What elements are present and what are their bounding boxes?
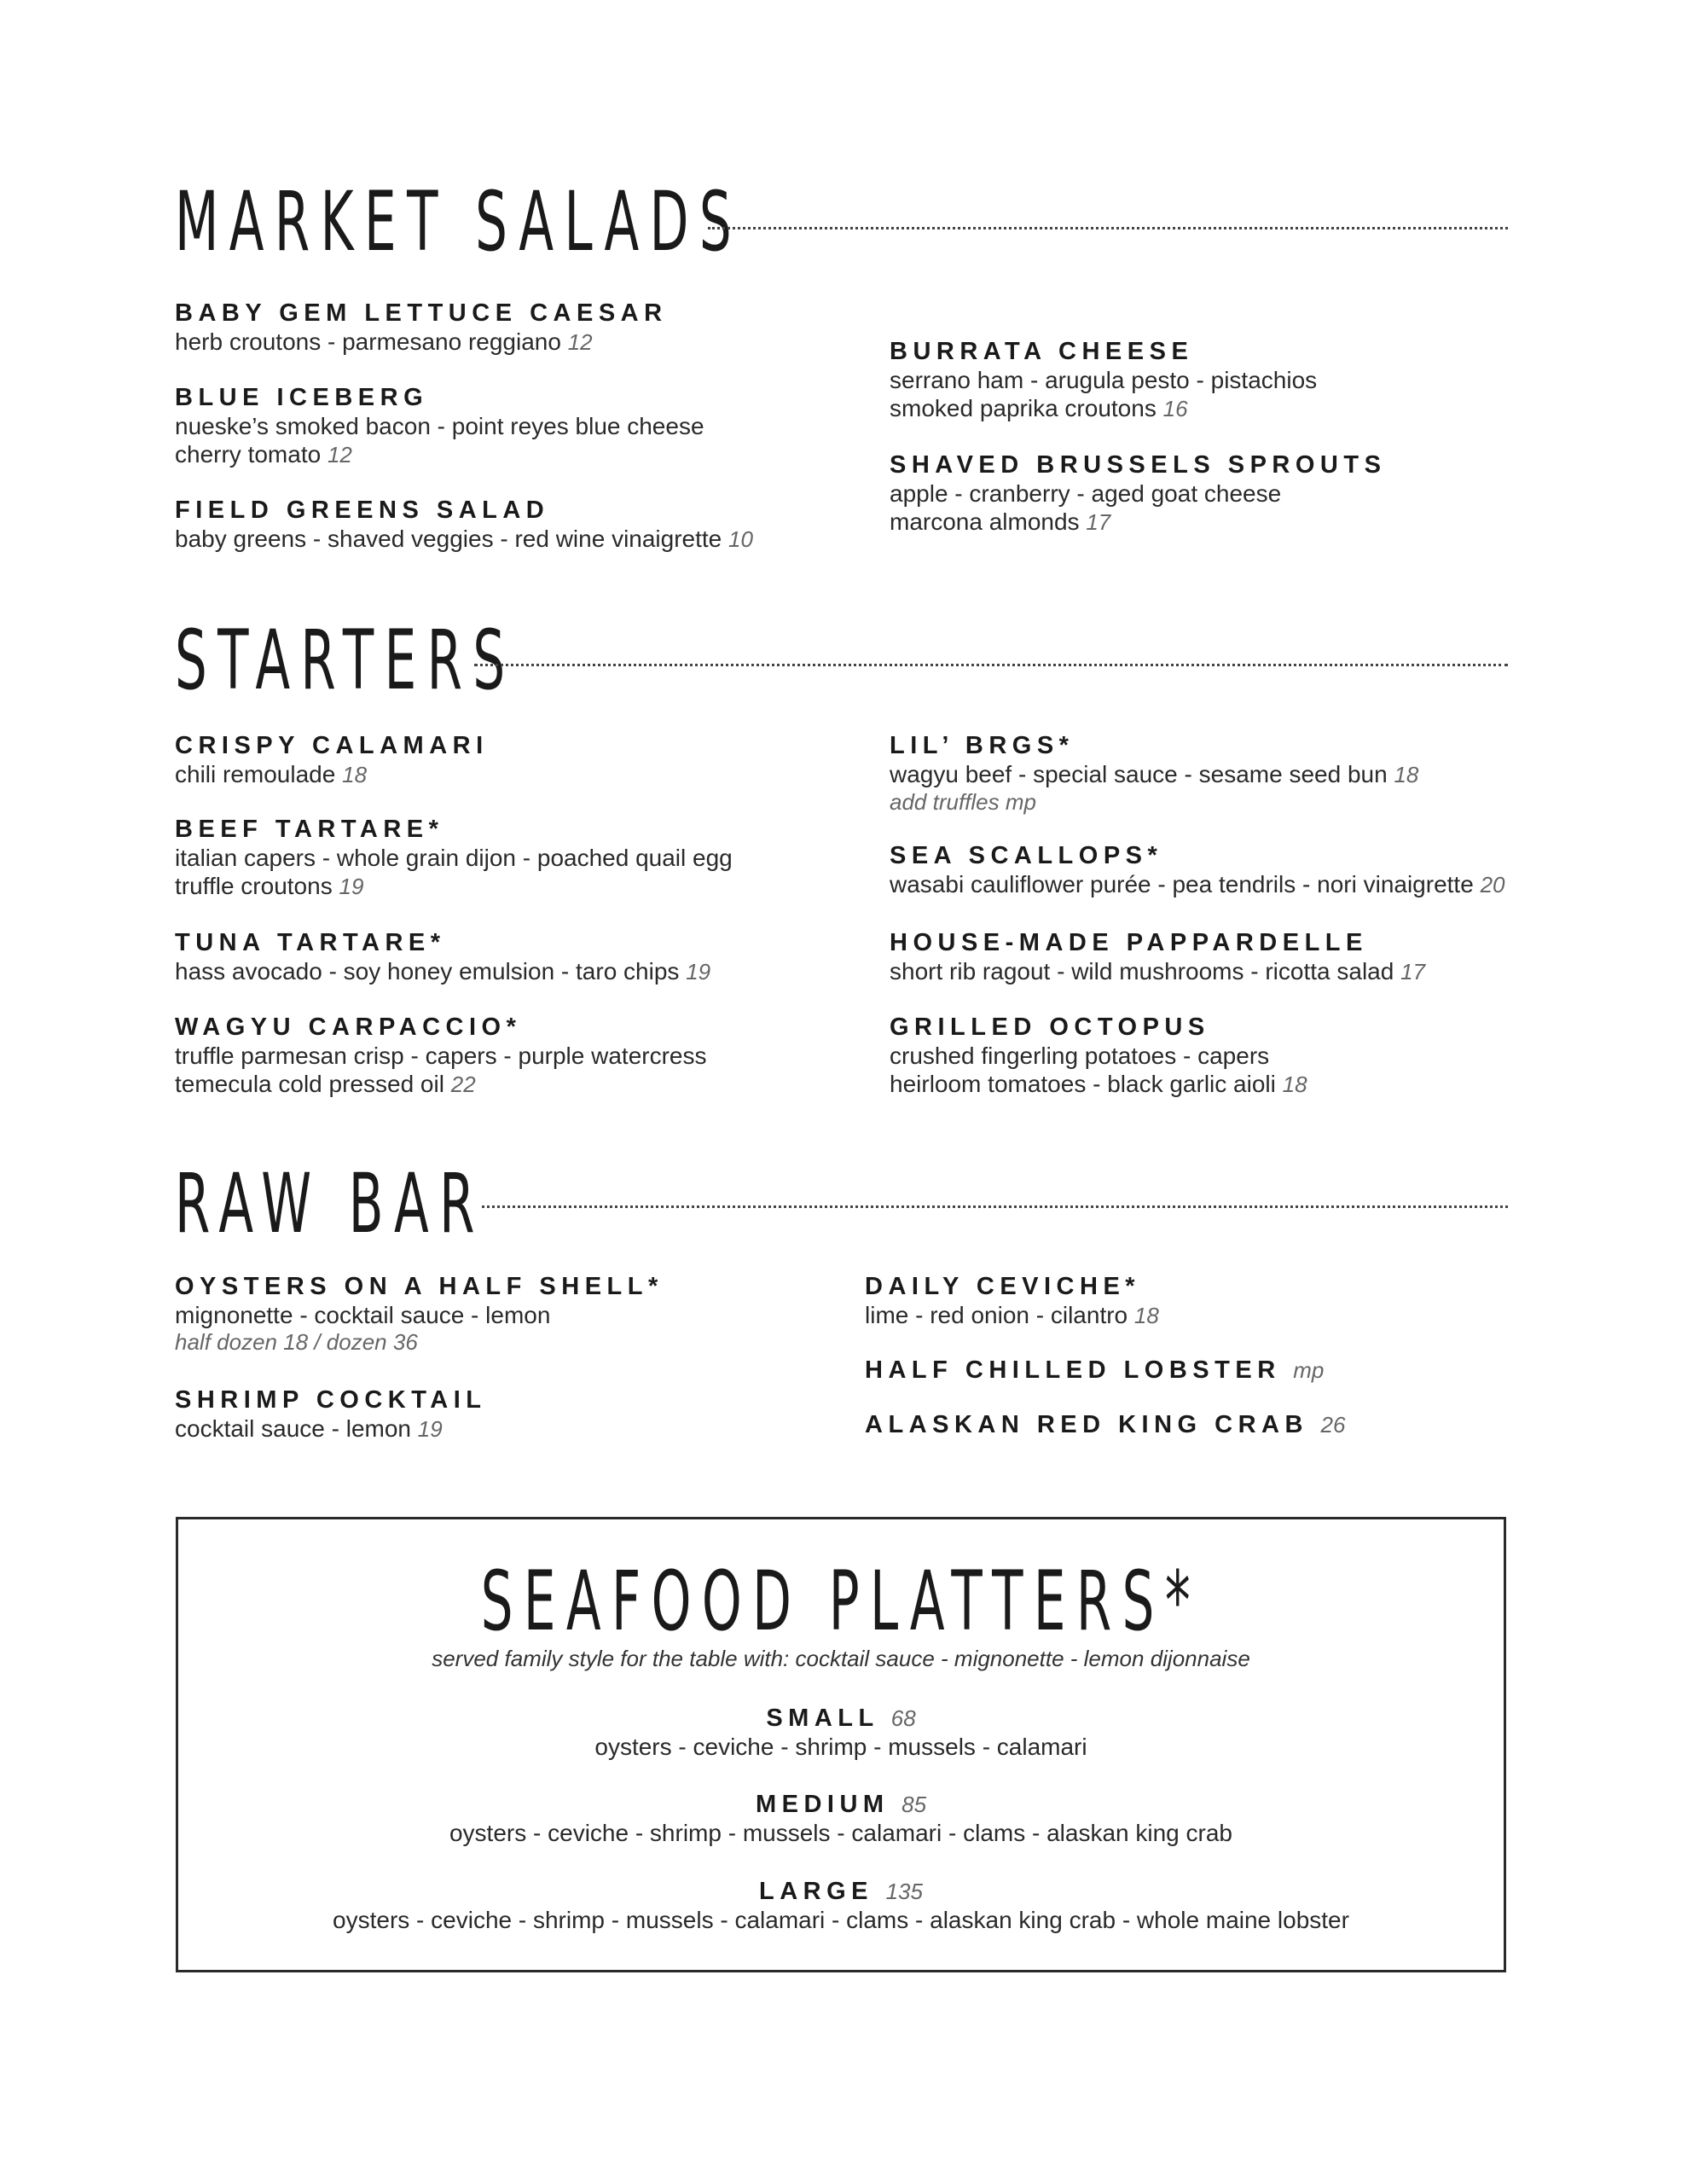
item-price: mp xyxy=(1293,1357,1325,1383)
menu-item-tuna-tartare xyxy=(175,928,710,986)
menu-item-crispy-calamari xyxy=(175,731,489,789)
menu-item-king-crab xyxy=(865,1410,1345,1439)
item-name: SMALL 68 xyxy=(766,1705,916,1732)
item-name: HOUSE-MADE PAPPARDELLE xyxy=(890,929,1368,956)
item-name: LIL’ BRGS* xyxy=(890,732,1075,759)
platters-title-wrap xyxy=(178,1554,1504,1649)
section-header-starters xyxy=(175,613,724,708)
item-name: BEEF TARTARE* xyxy=(175,816,444,843)
menu-item-oysters xyxy=(175,1272,664,1356)
section-title: RAW BAR xyxy=(175,1156,485,1252)
item-note: add truffles mp xyxy=(890,789,1036,815)
section-header-market-salads xyxy=(175,174,1090,270)
item-name: OYSTERS ON A HALF SHELL* xyxy=(175,1273,664,1300)
item-price: 19 xyxy=(339,874,364,899)
item-desc: cherry tomato 12 xyxy=(175,441,352,468)
platters-subtitle: served family style for the table with: cocktail sauce - mignonette - lemon dijonnaise xyxy=(432,1646,1250,1671)
item-desc: apple - cranberry - aged goat cheese xyxy=(890,480,1282,507)
item-name: BLUE ICEBERG xyxy=(175,384,429,411)
menu-item-shrimp-cocktail xyxy=(175,1385,486,1443)
item-price: 12 xyxy=(327,442,352,468)
platter-large xyxy=(178,1877,1504,1934)
item-price: 18 xyxy=(1282,1072,1307,1097)
seafood-platters-box xyxy=(176,1517,1506,1972)
item-desc: smoked paprika croutons 16 xyxy=(890,395,1188,421)
item-desc: crushed fingerling potatoes - capers xyxy=(890,1043,1270,1069)
item-desc: herb croutons - parmesano reggiano 12 xyxy=(175,328,593,355)
item-name: BURRATA CHEESE xyxy=(890,338,1194,365)
item-desc: serrano ham - arugula pesto - pistachios xyxy=(890,367,1318,393)
item-price: 135 xyxy=(885,1879,923,1904)
menu-item-beef-tartare xyxy=(175,815,733,901)
item-desc: truffle croutons 19 xyxy=(175,873,364,899)
item-desc: marcona almonds 17 xyxy=(890,508,1111,535)
item-desc: italian capers - whole grain dijon - poached quail egg xyxy=(175,845,733,871)
dotted-divider xyxy=(708,227,1508,229)
section-header-raw-bar xyxy=(175,1156,675,1252)
item-price: 19 xyxy=(686,959,711,985)
menu-item-pappardelle xyxy=(890,928,1425,986)
item-note: half dozen 18 / dozen 36 xyxy=(175,1329,418,1355)
item-price: 19 xyxy=(417,1416,443,1442)
item-price: 17 xyxy=(1400,959,1426,985)
item-desc: oysters - ceviche - shrimp - mussels - calamari - clams - alaskan king crab - whole maine lobster xyxy=(333,1907,1349,1933)
item-desc: temecula cold pressed oil 22 xyxy=(175,1071,476,1097)
item-desc: truffle parmesan crisp - capers - purple watercress xyxy=(175,1043,707,1069)
item-desc: oysters - ceviche - shrimp - mussels - calamari - clams - alaskan king crab xyxy=(449,1820,1232,1846)
menu-item-wagyu-carpaccio xyxy=(175,1013,707,1099)
item-name: MEDIUM 85 xyxy=(755,1791,927,1818)
item-price: 12 xyxy=(567,329,593,355)
menu-item-field-greens xyxy=(175,496,753,554)
item-desc: wagyu beef - special sauce - sesame seed bun 18 xyxy=(890,761,1419,787)
dotted-divider xyxy=(482,1205,1508,1208)
platters-title: SEAFOOD PLATTERS* xyxy=(480,1554,1202,1649)
item-name: ALASKAN RED KING CRAB 26 xyxy=(865,1411,1346,1438)
item-price: 20 xyxy=(1480,872,1505,897)
item-desc: heirloom tomatoes - black garlic aioli 18 xyxy=(890,1071,1307,1097)
item-desc: baby greens - shaved veggies - red wine vinaigrette 10 xyxy=(175,526,753,552)
item-name: SHAVED BRUSSELS SPROUTS xyxy=(890,451,1387,479)
item-price: 26 xyxy=(1320,1412,1346,1438)
item-desc: oysters - ceviche - shrimp - mussels - calamari xyxy=(594,1734,1087,1760)
item-desc: lime - red onion - cilantro 18 xyxy=(865,1302,1159,1328)
menu-item-sea-scallops xyxy=(890,841,1505,899)
item-desc: short rib ragout - wild mushrooms - ricotta salad 17 xyxy=(890,958,1426,985)
menu-item-blue-iceberg xyxy=(175,383,704,469)
platter-medium xyxy=(178,1790,1504,1847)
item-desc: hass avocado - soy honey emulsion - taro chips 19 xyxy=(175,958,711,985)
item-price: 18 xyxy=(342,762,368,787)
item-price: 10 xyxy=(728,526,753,552)
item-desc: nueske’s smoked bacon - point reyes blue cheese xyxy=(175,413,704,439)
item-price: 18 xyxy=(1394,762,1419,787)
item-price: 17 xyxy=(1086,509,1111,535)
platter-small xyxy=(178,1704,1504,1761)
section-title: MARKET SALADS xyxy=(175,174,742,270)
dotted-divider xyxy=(474,664,1508,666)
section-title: STARTERS xyxy=(175,613,516,708)
item-price: 18 xyxy=(1133,1303,1159,1328)
item-name: LARGE 135 xyxy=(759,1878,923,1905)
item-name: SHRIMP COCKTAIL xyxy=(175,1386,487,1414)
menu-item-grilled-octopus xyxy=(890,1013,1307,1099)
menu-item-daily-ceviche xyxy=(865,1272,1159,1330)
item-name: FIELD GREENS SALAD xyxy=(175,497,550,524)
menu-item-baby-gem-caesar xyxy=(175,299,668,357)
item-name: TUNA TARTARE* xyxy=(175,929,446,956)
menu-item-half-lobster xyxy=(865,1356,1324,1385)
menu-item-lil-brgs xyxy=(890,731,1418,816)
item-desc: mignonette - cocktail sauce - lemon xyxy=(175,1302,551,1328)
item-name: WAGYU CARPACCIO* xyxy=(175,1014,522,1041)
item-name: SEA SCALLOPS* xyxy=(890,842,1163,869)
item-name: GRILLED OCTOPUS xyxy=(890,1014,1210,1041)
item-name: BABY GEM LETTUCE CAESAR xyxy=(175,299,668,327)
menu-item-brussels-sprouts xyxy=(890,450,1386,537)
item-desc: cocktail sauce - lemon 19 xyxy=(175,1415,443,1442)
item-price: 68 xyxy=(890,1705,916,1731)
item-name: CRISPY CALAMARI xyxy=(175,732,489,759)
item-name: HALF CHILLED LOBSTER mp xyxy=(865,1356,1325,1384)
item-name: DAILY CEVICHE* xyxy=(865,1273,1141,1300)
item-desc: chili remoulade 18 xyxy=(175,761,368,787)
menu-item-burrata xyxy=(890,337,1317,423)
item-price: 16 xyxy=(1162,396,1188,421)
item-price: 85 xyxy=(901,1792,927,1817)
item-price: 22 xyxy=(450,1072,476,1097)
item-desc: wasabi cauliflower purée - pea tendrils - nori vinaigrette 20 xyxy=(890,871,1505,897)
